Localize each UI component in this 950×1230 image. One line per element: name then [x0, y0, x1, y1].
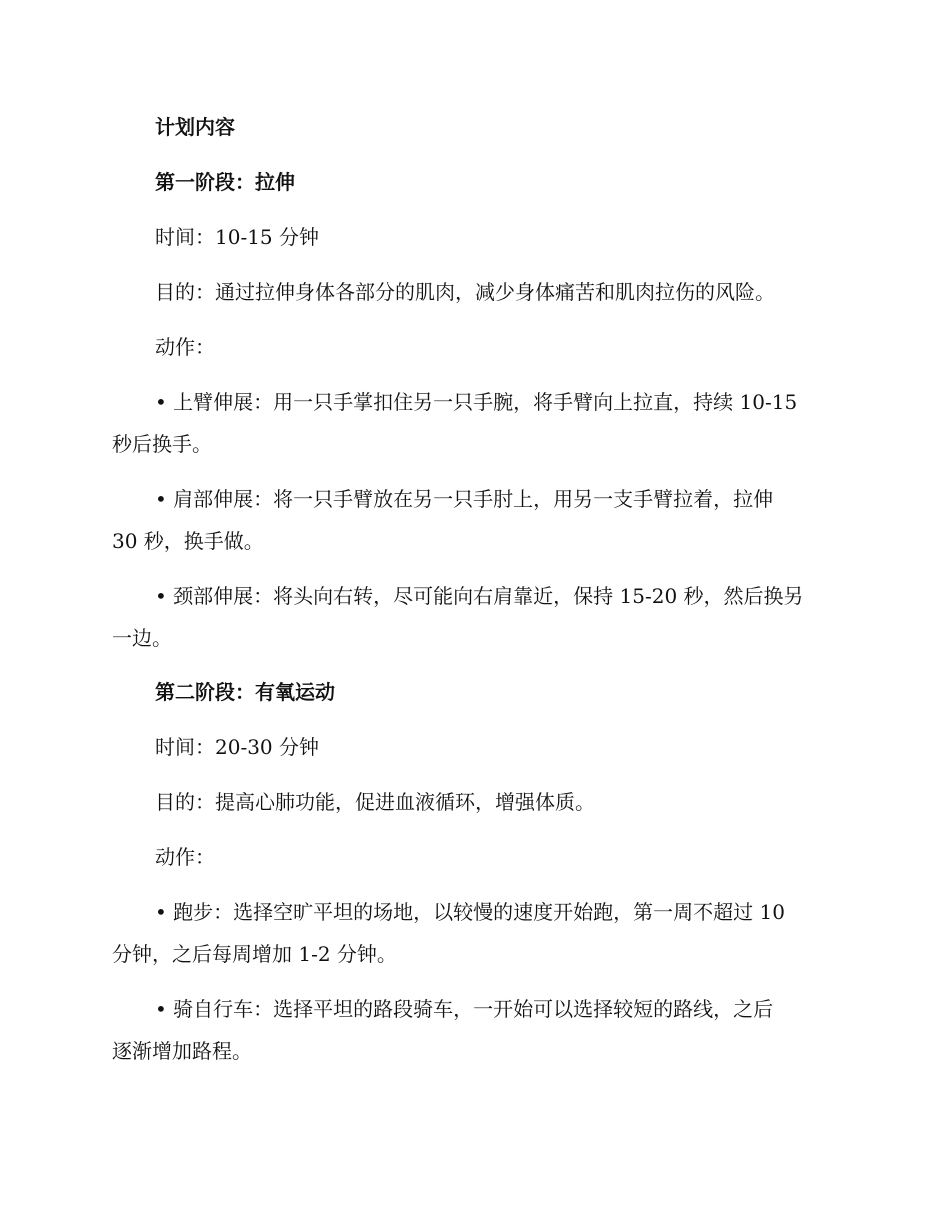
stage2-actions-label: 动作： [155, 845, 215, 869]
section-title: 计划内容 [155, 115, 235, 139]
stage1-item-2-line1: • 肩部伸展：将一只手臂放在另一只手肘上，用另一支手臂拉着，拉伸 [155, 487, 774, 511]
stage1-item-1-line2: 秒后换手。 [112, 432, 212, 456]
stage1-item-3-line1: • 颈部伸展：将头向右转，尽可能向右肩靠近，保持 15-20 秒，然后换另 [155, 584, 804, 608]
stage2-time: 时间：20-30 分钟 [155, 735, 320, 759]
stage1-time: 时间：10-15 分钟 [155, 225, 320, 249]
stage1-item-1-line1: • 上臂伸展：用一只手掌扣住另一只手腕，将手臂向上拉直，持续 10-15 [155, 390, 798, 414]
stage1-item-2-line2: 30 秒，换手做。 [112, 529, 264, 553]
stage1-purpose: 目的：通过拉伸身体各部分的肌肉，减少身体痛苦和肌肉拉伤的风险。 [155, 280, 775, 304]
stage1-item-3-line2: 一边。 [112, 626, 172, 650]
stage2-item-2-line2: 逐渐增加路程。 [112, 1039, 252, 1063]
stage2-purpose: 目的：提高心肺功能，促进血液循环，增强体质。 [155, 790, 595, 814]
stage2-item-2-line1: • 骑自行车：选择平坦的路段骑车，一开始可以选择较短的路线，之后 [155, 997, 774, 1021]
stage2-item-1-line2: 分钟，之后每周增加 1-2 分钟。 [112, 942, 397, 966]
stage2-item-1-line1: • 跑步：选择空旷平坦的场地，以较慢的速度开始跑，第一周不超过 10 [155, 900, 785, 924]
stage2-heading: 第二阶段：有氧运动 [155, 680, 335, 704]
stage1-heading: 第一阶段：拉伸 [155, 170, 295, 194]
stage1-actions-label: 动作： [155, 335, 215, 359]
